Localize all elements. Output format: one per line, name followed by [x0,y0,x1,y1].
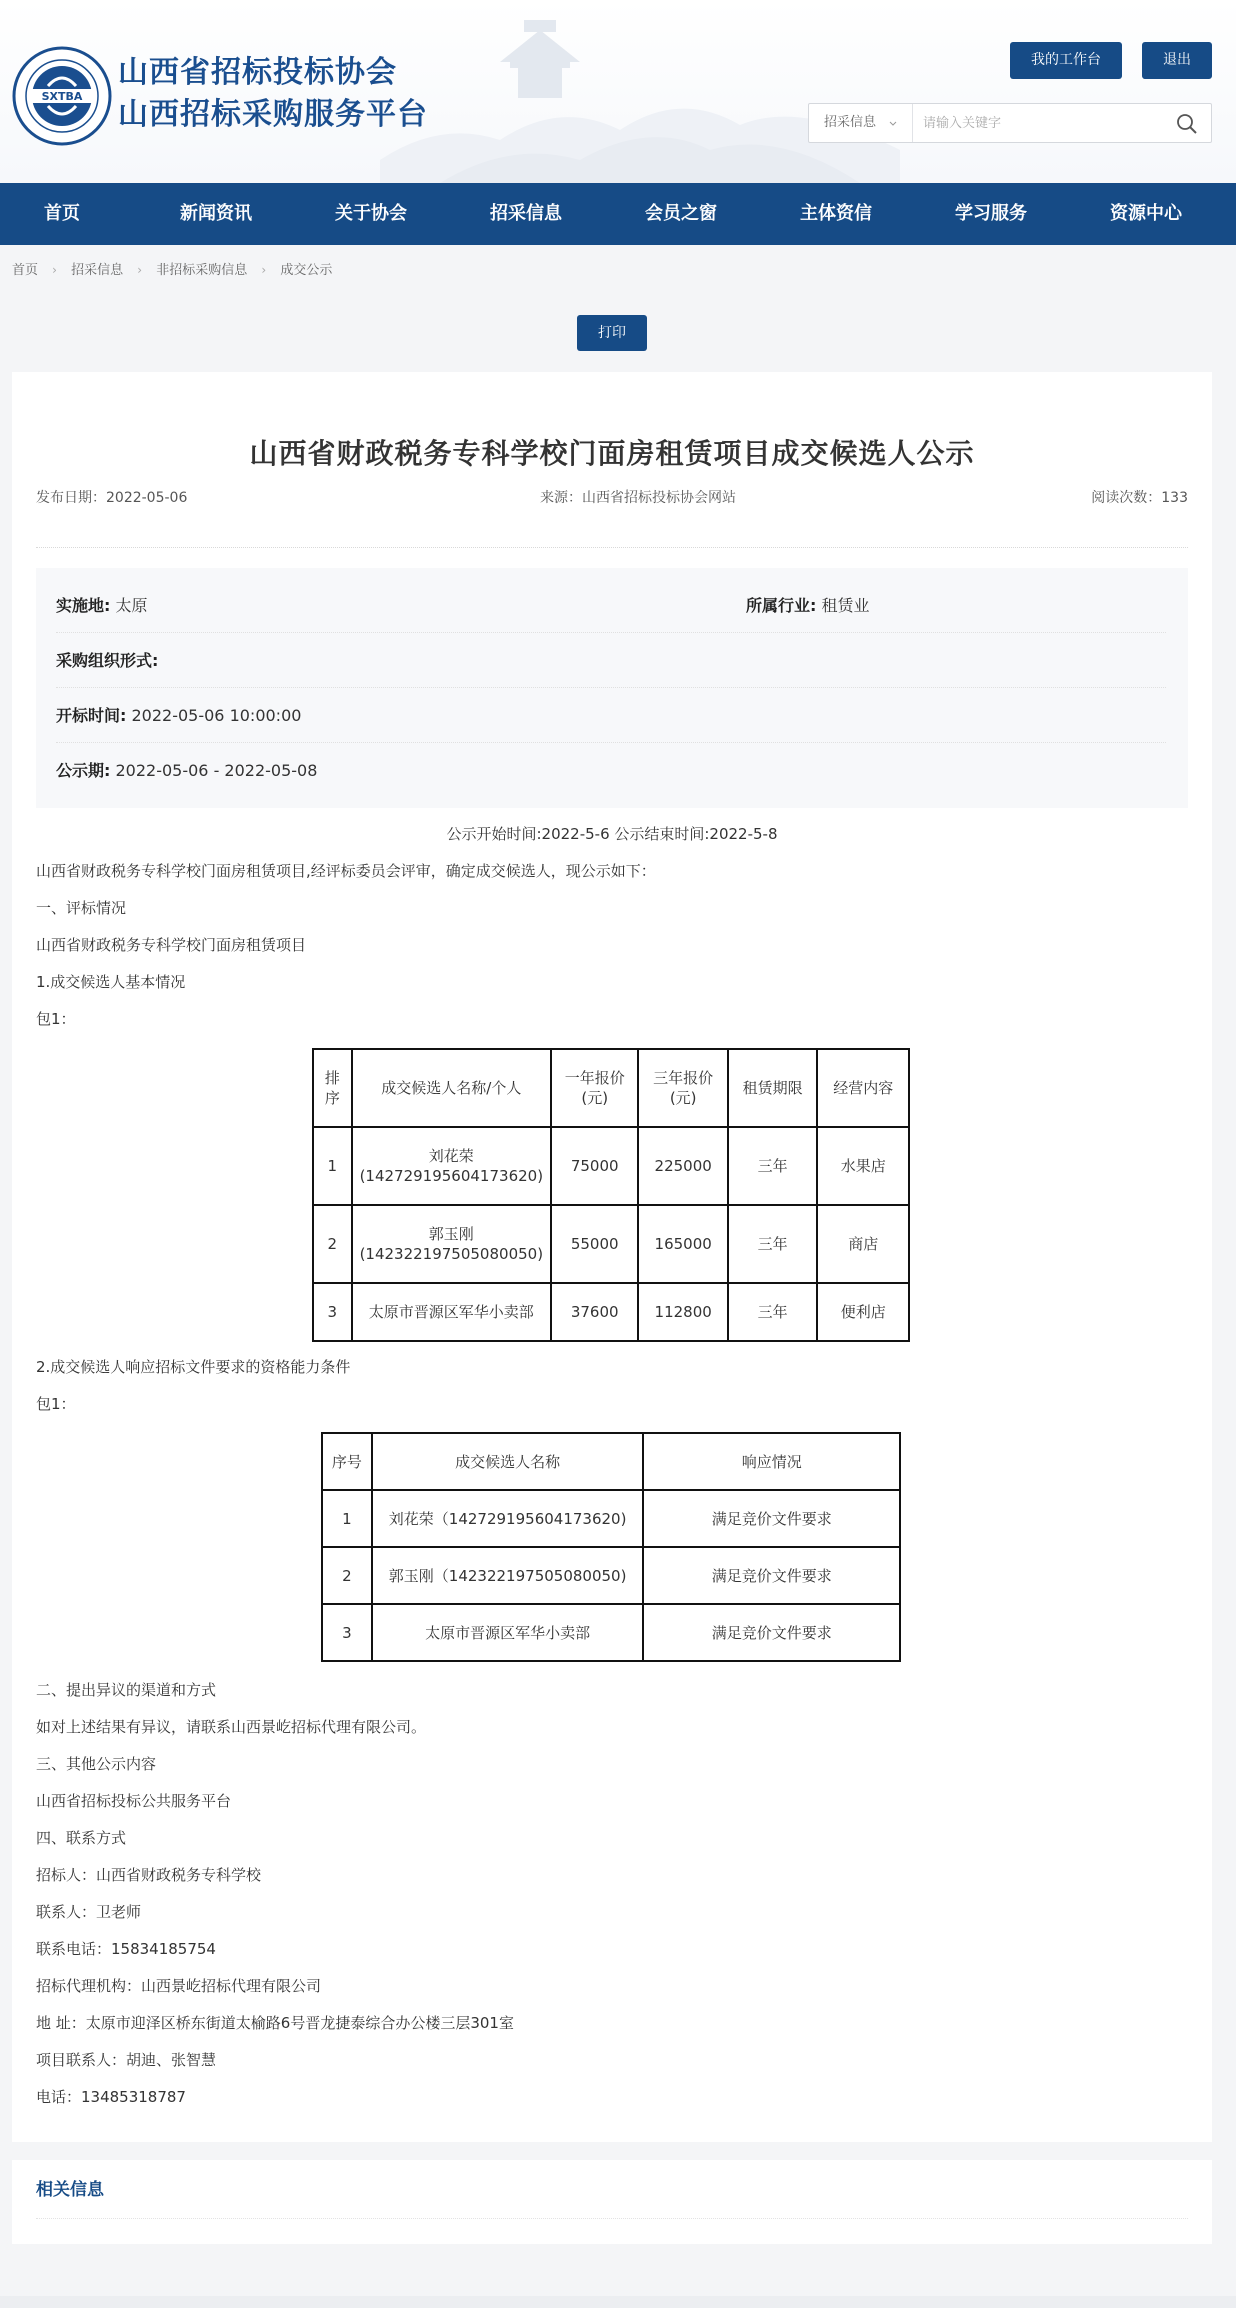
section-4-heading: 四、联系方式 [36,1829,127,1847]
chevron-right-icon: › [52,263,57,277]
table-header: 序号 [322,1433,372,1490]
tel-text: 电话：13485318787 [36,2088,186,2106]
publish-date: 发布日期：2022-05-06 [36,490,188,506]
table-cell: 太原市晋源区军华小卖部 [372,1604,644,1661]
section-2-heading: 二、提出异议的渠道和方式 [36,1681,217,1699]
table-cell: 三年 [728,1205,818,1283]
table-cell: 225000 [638,1127,728,1205]
table-cell: 165000 [638,1205,728,1283]
table-row [322,1547,900,1604]
site-title-line1: 山西省招标投标协会 [118,55,397,90]
info-row-period [56,743,1166,798]
tenderer-text: 招标人：山西省财政税务专科学校 [36,1866,262,1884]
related-info-title: 相关信息 [36,2180,104,2200]
site-title [118,52,428,136]
table-row [313,1283,909,1341]
table-cell: 刘花荣(142729195604173620) [352,1127,551,1205]
related-info-panel [12,2160,1212,2244]
article-card [12,372,1212,2142]
mountain-pavilion-decoration [380,0,900,183]
section-1-heading: 一、评标情况 [36,899,127,917]
address-text: 地 址：太原市迎泽区桥东街道太榆路6号晋龙捷泰综合办公楼三层301室 [36,2014,514,2032]
table-header-row [313,1049,909,1127]
breadcrumb-current: 成交公示 [280,263,333,278]
contact-text: 联系人：卫老师 [36,1903,142,1921]
intro-text: 山西省财政税务专科学校门面房租赁项目,经评标委员会评审，确定成交候选人，现公示如下： [36,862,656,880]
platform-text: 山西省招标投标公共服务平台 [36,1792,232,1810]
location-value: 太原 [115,596,148,615]
period-label: 公示期: [56,761,111,780]
package-label-1: 包1： [36,1010,76,1028]
nav-item-news[interactable]: 新闻资讯 [180,203,252,224]
table-header-row [322,1433,900,1490]
table-cell: 满足竞价文件要求 [643,1604,900,1661]
table-cell: 55000 [551,1205,638,1283]
chevron-right-icon: › [137,263,143,277]
nav-item-about[interactable]: 关于协会 [335,203,407,224]
table-cell: 三年 [728,1127,818,1205]
breadcrumb-procurement[interactable]: 招采信息 [71,263,124,278]
nav-item-learning[interactable]: 学习服务 [955,203,1027,224]
candidate-table [312,1048,910,1342]
sxtba-logo [12,46,112,146]
table-cell: 1 [313,1127,352,1205]
table-row [322,1490,900,1547]
table-cell: 3 [313,1283,352,1341]
print-button[interactable]: 打印 [577,315,647,351]
breadcrumb [12,260,332,280]
table-header: 响应情况 [643,1433,900,1490]
table-cell: 刘花荣（142729195604173620) [372,1490,644,1547]
table-cell: 三年 [728,1283,818,1341]
logout-button[interactable]: 退出 [1142,42,1212,79]
table-header: 成交候选人名称 [372,1433,644,1490]
table-header: 排序 [313,1049,352,1127]
agency-text: 招标代理机构：山西景屹招标代理有限公司 [36,1977,322,1995]
article-title: 山西省财政税务专科学校门面房租赁项目成交候选人公示 [249,437,975,470]
table-cell: 75000 [551,1127,638,1205]
table-cell: 2 [322,1547,372,1604]
chevron-down-icon [889,120,897,128]
nav-item-resources[interactable]: 资源中心 [1110,203,1182,224]
table-row [322,1604,900,1661]
project-contact-text: 项目联系人：胡迪、张智慧 [36,2051,217,2069]
table-cell: 商店 [817,1205,909,1283]
nav-item-procurement[interactable]: 招采信息 [490,203,562,224]
notice-time: 公示开始时间:2022-5-6 公示结束时间:2022-5-8 [446,825,778,843]
table-cell: 太原市晋源区军华小卖部 [352,1283,551,1341]
divider [36,2218,1188,2219]
divider [36,547,1188,548]
nav-item-members[interactable]: 会员之窗 [645,203,717,224]
site-header [0,0,1236,183]
search-input[interactable] [923,108,1163,138]
table-header: 经营内容 [817,1049,909,1127]
article-source: 来源：山西省招标投标协会网站 [540,490,736,506]
table-header: 租赁期限 [728,1049,818,1127]
table-cell: 37600 [551,1283,638,1341]
search-category-select[interactable] [809,104,913,142]
breadcrumb-home[interactable]: 首页 [12,263,39,278]
site-title-line2: 山西招标采购服务平台 [118,97,428,132]
table-row [313,1205,909,1283]
industry-value: 租赁业 [821,596,870,615]
search-icon[interactable] [1175,112,1199,136]
table-cell: 112800 [638,1283,728,1341]
info-row-location [56,578,1166,633]
location-label: 实施地: [56,596,111,615]
project-name: 山西省财政税务专科学校门面房租赁项目 [36,936,307,954]
phone-text: 联系电话：15834185754 [36,1940,216,1958]
main-nav [0,183,1236,245]
table-cell: 3 [322,1604,372,1661]
table-row [313,1127,909,1205]
chevron-right-icon: › [261,263,267,277]
org-label: 采购组织形式: [56,651,159,670]
nav-item-home[interactable]: 首页 [44,203,80,224]
info-row-open-time [56,688,1166,743]
period-value: 2022-05-06 - 2022-05-08 [115,761,318,780]
package-label-2: 包1： [36,1395,76,1413]
subsection-1: 1.成交候选人基本情况 [36,973,186,991]
nav-item-credit[interactable]: 主体资信 [800,203,872,224]
subsection-2: 2.成交候选人响应招标文件要求的资格能力条件 [36,1358,351,1376]
open-time-value: 2022-05-06 10:00:00 [131,706,302,725]
view-count: 阅读次数：133 [1091,490,1188,506]
search-box [808,103,1212,143]
objection-text: 如对上述结果有异议，请联系山西景屹招标代理有限公司。 [36,1718,427,1736]
table-cell: 便利店 [817,1283,909,1341]
table-cell: 水果店 [817,1127,909,1205]
logo-text: SXTBA [41,90,83,103]
table-header: 一年报价(元) [551,1049,638,1127]
breadcrumb-non-tender[interactable]: 非招标采购信息 [156,263,248,278]
table-header: 三年报价(元) [638,1049,728,1127]
table-cell: 1 [322,1490,372,1547]
table-cell: 郭玉刚（142322197505080050) [372,1547,644,1604]
footer-strip [0,2296,1236,2308]
section-3-heading: 三、其他公示内容 [36,1755,157,1773]
table-header: 成交候选人名称/个人 [352,1049,551,1127]
project-info-box [36,568,1188,808]
table-cell: 满足竞价文件要求 [643,1547,900,1604]
info-row-org [56,633,1166,688]
table-cell: 2 [313,1205,352,1283]
qualification-table [321,1432,901,1662]
search-category-label: 招采信息 [824,115,877,130]
workbench-button[interactable]: 我的工作台 [1010,42,1122,79]
industry-label: 所属行业: [746,596,817,615]
table-cell: 郭玉刚(142322197505080050) [352,1205,551,1283]
open-time-label: 开标时间: [56,706,127,725]
table-cell: 满足竞价文件要求 [643,1490,900,1547]
